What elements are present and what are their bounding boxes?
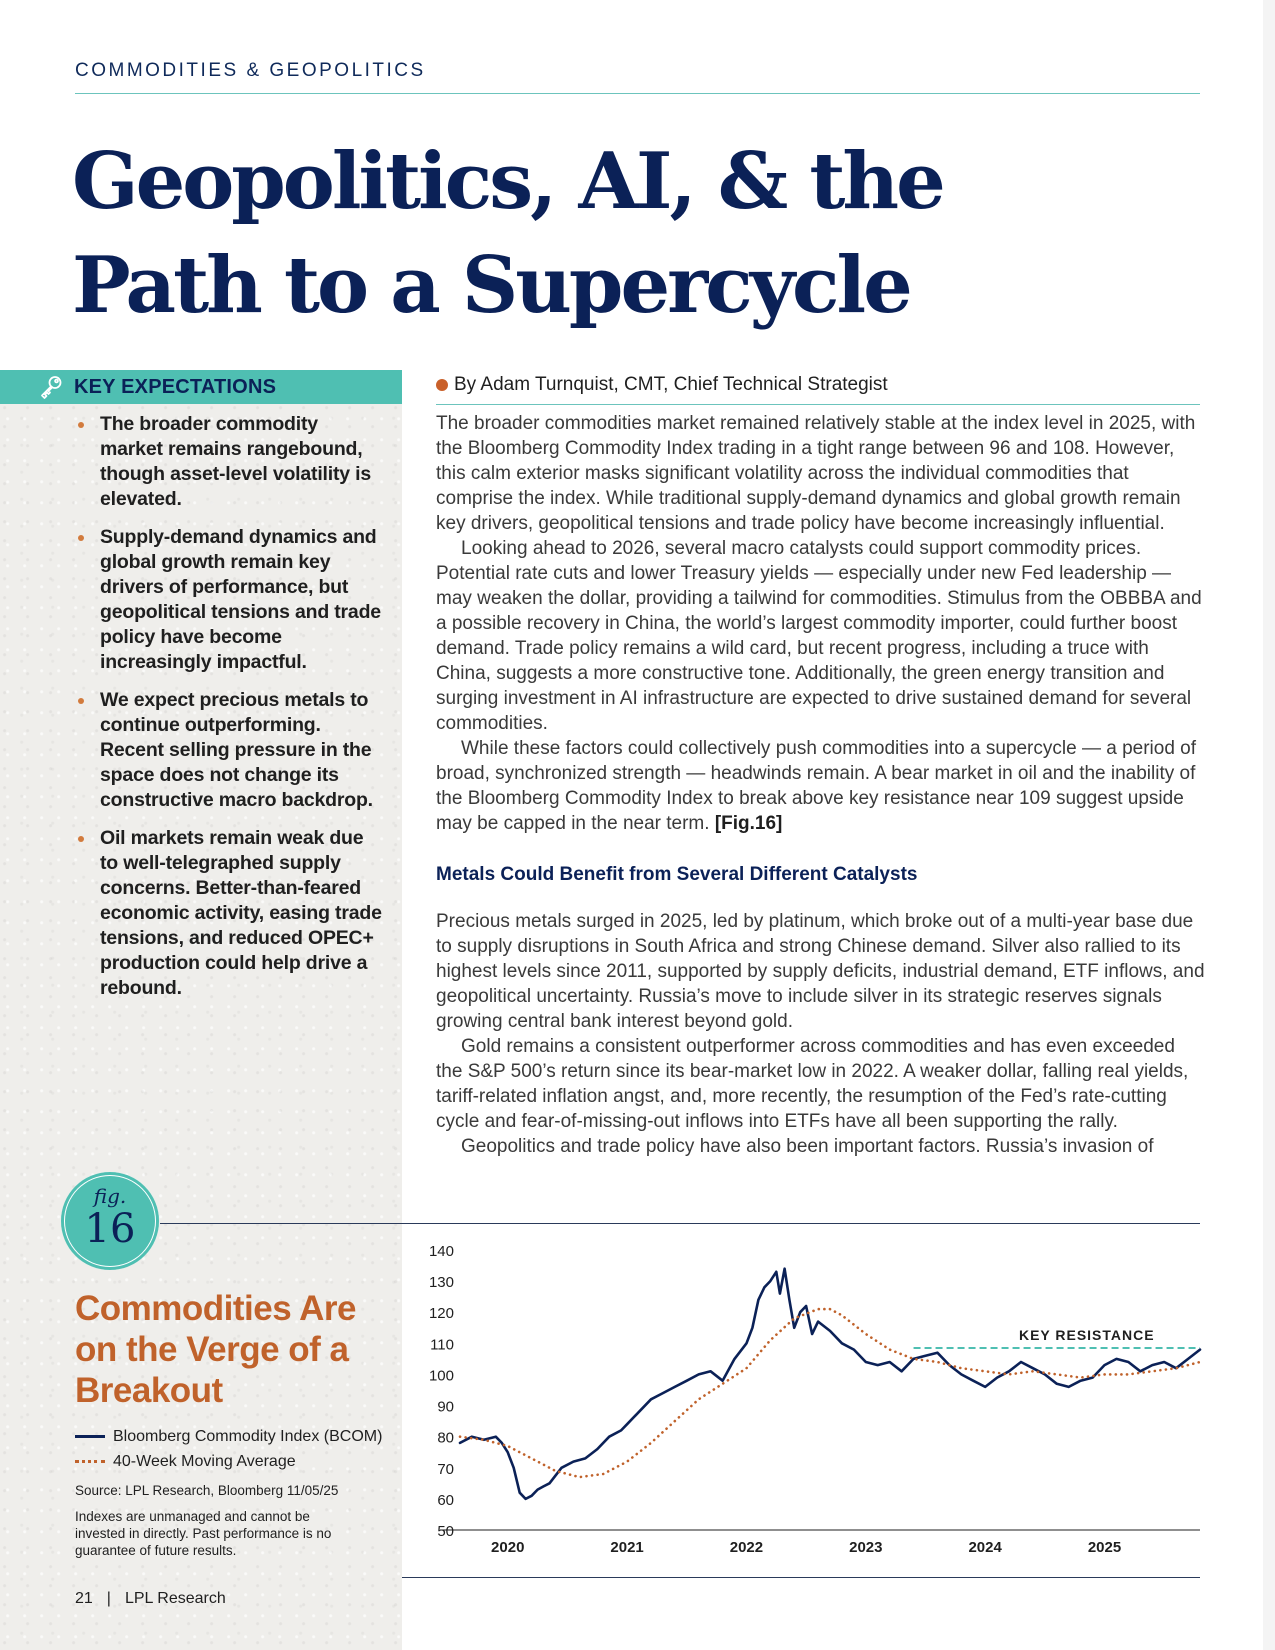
footer-brand: LPL Research [124,1590,226,1607]
paragraph: The broader commodities market remained relatively stable at the index level in 2025, with the Bloomberg Commodity Index trading in a tight range between 96 and 108. However, this calm exterior masks significant volatility across the individual commodities that comprise the index. While traditional supply-demand dynamics and global growth remain key drivers, geopolitical tensions and trade policy have become increasingly influential. [436,413,1196,534]
legend-swatch-solid [75,1435,105,1438]
list-item: The broader commodity market remains rangebound, though asset-level volatility is elevated. [75,412,385,512]
figure-disclaimer: Indexes are unmanaged and cannot be invested in directly. Past performance is no guarantee of future results. [75,1509,332,1558]
figure-bottom-divider [402,1577,1200,1578]
y-tick-label: 140 [428,1243,454,1260]
y-tick-label: 110 [430,1336,454,1354]
byline-bullet-icon [436,379,448,391]
series-line-bcom [460,1269,1200,1499]
legend-label: Bloomberg Commodity Index (BCOM) [113,1427,383,1445]
figure-badge [61,1172,159,1270]
paragraph: Precious metals surged in 2025, led by platinum, which broke out of a multi-year base due to supply disruptions in South Africa and strong Chinese demand. Silver also rallied to its highest levels since 2011, supported by supply deficits, industrial demand, ETF inflows, and geopolitical uncertainty. Russia’s move to include silver in its strategic reserves signals growing central bank interest beyond gold. [436,911,1205,1032]
y-tick-label: 60 [437,1491,454,1509]
x-tick-label: 2022 [729,1539,764,1556]
key-expectations-list [75,412,385,1014]
x-tick-label: 2024 [968,1539,1002,1556]
chart-legend [75,1424,382,1474]
key-resistance-label: KEY RESISTANCE [1018,1327,1155,1343]
y-tick-label: 90 [437,1398,454,1416]
title-line-1: Geopolitics, AI, & the [72,136,943,227]
list-item: Oil markets remain weak due to well-telegraphed supply concerns. Better-than-feared economic activity, easing trade tensions, and reduced OPEC+ production could help drive a rebound. [75,826,385,1001]
figure-reference: [Fig.16] [714,813,783,834]
key-expectations-header [0,370,402,404]
byline [436,374,888,396]
paragraph: Gold remains a consistent outperformer across commodities and has even exceeded the S&P 500’s return since its bear-market low in 2022. A weaker dollar, falling real yields, tariff-related inflation angst, and, more recently, the resumption of the Fed’s rate-cutting cycle and fear-of-missing-out inflows into ETFs have all been supporting the rally. [436,1036,1189,1132]
subheading: Metals Could Benefit from Several Different Catalysts [436,864,918,885]
y-tick-label: 130 [428,1274,454,1292]
list-item: Supply-demand dynamics and global growth remain key drivers of performance, but geopolitical tensions and trade policy have become increasingly impactful. [75,525,385,675]
legend-swatch-dotted [75,1460,105,1463]
title-line-2: Path to a Supercycle [72,240,910,331]
commodity-index-chart [402,1228,1202,1573]
x-tick-label: 2021 [610,1539,644,1556]
page-title [72,130,972,338]
figure-top-divider [160,1223,1200,1224]
footer-separator: | [106,1590,111,1607]
legend-label: 40-Week Moving Average [113,1452,296,1470]
key-expectations-title: KEY EXPECTATIONS [74,375,277,398]
y-tick-label: 50 [437,1523,454,1540]
x-tick-label: 2025 [1087,1539,1122,1556]
page-edge [1263,0,1275,1650]
y-tick-label: 120 [428,1305,454,1323]
article-body [436,411,1206,1159]
y-tick-label: 80 [437,1429,454,1447]
paragraph: Geopolitics and trade policy have also been important factors. Russia’s invasion of [461,1136,1154,1157]
list-item: We expect precious metals to continue outperforming. Recent selling pressure in the space does not change its constructive macro backdrop. [75,688,385,813]
x-tick-label: 2020 [491,1539,525,1556]
paragraph-text: While these factors could collectively push commodities into a supercycle — a period of broad, synchronized strength — headwinds remain. A bear market in oil and the inability of the Bloomberg Commodity Index to break above key resistance near 109 suggest upside may be capped in the near term. [436,738,1197,834]
byline-text: By Adam Turnquist, CMT, Chief Technical Strategist [454,374,888,395]
section-label: COMMODITIES & GEOPOLITICS [75,60,426,81]
x-tick-label: 2023 [849,1539,883,1556]
page-footer [75,1590,226,1608]
figure-title: Commodities Are on the Verge of a Breakout [75,1289,356,1410]
top-divider [75,93,1200,94]
y-tick-label: 70 [437,1460,454,1478]
paragraph [436,736,1206,836]
paragraph: Looking ahead to 2026, several macro catalysts could support commodity prices. Potential rate cuts and lower Treasury yields — especially under new Fed leadership — may weaken the dollar, providing a tailwind for commodities. Stimulus from the OBBBA and a possible recovery in China, the world’s largest commodity importer, could further boost demand. Trade policy remains a wild card, but recent progress, including a truce with China, suggests a more constructive tone. Additionally, the green energy transition and surging investment in AI infrastructure are expected to drive sustained demand for several commodities. [436,538,1202,734]
key-icon [38,374,64,400]
figure-badge-word: fig. [93,1184,127,1208]
y-tick-label: 100 [428,1367,454,1385]
figure-badge-number: 16 [84,1206,136,1252]
figure-source: Source: LPL Research, Bloomberg 11/05/25 [75,1483,339,1498]
legend-item-moving-average [75,1449,382,1474]
page-number: 21 [75,1590,93,1607]
byline-divider [436,404,1200,405]
legend-item-bcom [75,1424,382,1449]
